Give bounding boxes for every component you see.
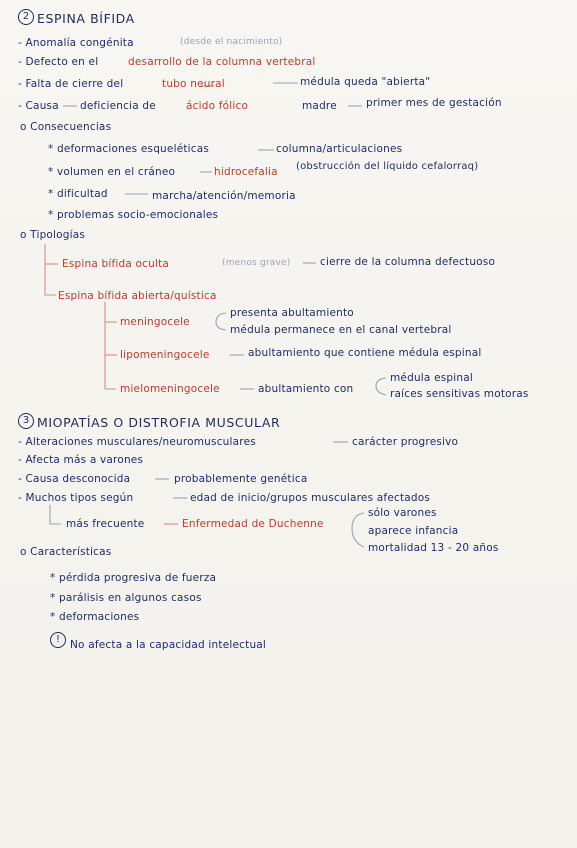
brace [352,513,364,547]
note-line: - Anomalía congénita [18,37,134,49]
note-text: abultamiento que contiene médula espinal [248,347,482,359]
highlight-text: lipomeningocele [120,349,210,361]
note-text: madre [302,100,337,112]
highlight-text: Espina bífida abierta/quística [58,290,217,302]
note-text: edad de inicio/grupos musculares afectados [190,492,431,504]
note-text: marcha/atención/memoria [152,190,296,202]
highlight-text: mielomeningocele [120,383,220,395]
section-title: ESPINA BÍFIDA [37,11,135,26]
bullet-item: * pérdida progresiva de fuerza [50,572,217,584]
note-text: columna/articulaciones [276,143,403,155]
note-text: sólo varones [368,507,437,519]
note-text: carácter progresivo [352,436,459,448]
subheading: o Características [20,546,112,558]
bullet-item: * volumen en el cráneo [48,166,176,178]
highlight-text: ácido fólico [186,100,249,112]
note-line: - Falta de cierre del [18,78,124,90]
exclamation-circle-icon: ! [50,632,66,648]
note-text: deficiencia de [80,100,156,112]
note-text: (obstrucción del líquido cefalorraq) [296,161,479,172]
highlight-text: Enfermedad de Duchenne [182,518,324,530]
note-text: médula permanece en el canal vertebral [230,324,452,336]
section-title: MIOPATÍAS O DISTROFIA MUSCULAR [37,415,281,430]
note-line: - Afecta más a varones [18,454,144,466]
note-text: mortalidad 13 - 20 años [368,542,499,554]
bullet-item: * deformaciones [50,611,140,623]
highlight-text: desarrollo de la columna vertebral [128,56,316,68]
subheading: o Consecuencias [20,121,112,133]
note-line: - Muchos tipos según [18,492,134,504]
bullet-item: * deformaciones esqueléticas [48,143,210,155]
note-line: - Causa desconocida [18,473,131,485]
note-text: probablemente genética [174,473,308,485]
tree-branch [105,302,116,389]
highlight-text: Espina bífida oculta [62,258,170,270]
note-text: médula espinal [390,372,474,384]
bullet-item: * parálisis en algunos casos [50,592,202,604]
note-text: aparece infancia [368,525,459,537]
tree-branch [45,244,56,295]
brace [216,313,226,330]
note-line: - Alteraciones musculares/neuromusculares [18,436,256,448]
bullet-item: * problemas socio-emocionales [48,209,219,221]
note-text: médula queda "abierta" [300,76,431,88]
note-line: - Causa [18,100,59,112]
note-line: - Defecto en el [18,56,99,68]
brace [376,378,386,395]
section-number-badge: 3 [18,413,34,429]
bullet-item: * dificultad [48,188,108,200]
note-text: cierre de la columna defectuoso [320,256,496,268]
note-text: raíces sensitivas motoras [390,388,529,400]
highlight-text: meningocele [120,316,190,328]
note-text: presenta abultamiento [230,307,354,319]
subheading: o Tipologías [20,229,86,241]
note-text: No afecta a la capacidad intelectual [70,639,267,651]
note-text: abultamiento con [258,383,354,395]
highlight-text: tubo neural [162,78,225,90]
note-text: primer mes de gestación [366,97,502,109]
note-text: más frecuente [66,518,145,530]
highlight-text: hidrocefalia [214,166,278,178]
note-annotation: (desde el nacimiento) [180,37,283,47]
note-annotation: (menos grave) [222,258,291,268]
section-number-badge: 2 [18,9,34,25]
tree-branch [50,505,61,524]
